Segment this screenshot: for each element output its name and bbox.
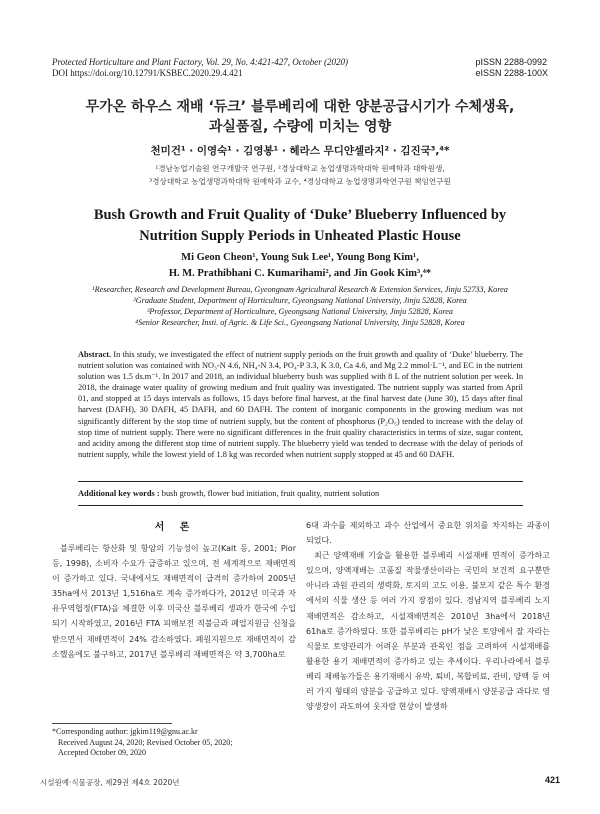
- abstract-label: Abstract.: [78, 350, 112, 359]
- page-number: 421: [544, 775, 560, 785]
- keywords-label: Additional key words :: [78, 489, 160, 498]
- intro-paragraph-1: 블루베리는 항산화 및 항암의 기능성이 높고(Kalt 등, 2001; Pior 등, 1998), 소비자 수요가 급증하고 있으며, 전 세계적으로 재배면적이 증가하고 있다. 국내에서도 재배면적이 급격히 증가하여 2005년 35ha에서 2013년 1,516ha로 계속 증가하다가, 2012년 미국과 자유무역협정(FTA)을 체결한 이후 미국산 블루베리 생과가 한국에 수입되기 시작하였고, 2016년 FTA 피해보전 직불금과 폐업지원금 신청을 받으면서 재배면적이 24% 감소하였다. 폐원지원으로 재배면적이 감소했음에도 불구하고, 2017년 블루베리 재배면적은 약 3,700ha로: [52, 544, 296, 659]
- doi[interactable]: DOI https://doi.org/10.12791/KSBEC.2020.29.4.421: [52, 68, 243, 78]
- english-authors-line2: H. M. Prathibhani C. Kumarihami², and Jin Gook Kim³,⁴*: [168, 268, 432, 279]
- intro-paragraph-1-cont: 6대 과수를 제외하고 과수 산업에서 중요한 위치를 차지하는 과종이 되었다.: [306, 521, 550, 546]
- korean-authors: 천미건¹ · 이영숙¹ · 김영봉¹ · 헤라스 무디얀셀라지² · 김진국³,⁴*: [150, 145, 450, 157]
- korean-title-line2: 과실품질, 수량에 미치는 영향: [208, 119, 392, 135]
- abstract-divider: [78, 481, 523, 482]
- english-affiliation-1: ¹Researcher, Research and Development Bureau, Gyeongnam Agricultural Research & Extension Services, Jinju 52733, Korea: [92, 285, 508, 294]
- right-column: [306, 518, 550, 714]
- english-title-line1: Bush Growth and Fruit Quality of ‘Duke’ Blueberry Influenced by: [93, 207, 507, 223]
- footnote-rule: [52, 723, 172, 724]
- journal-citation: Protected Horticulture and Plant Factory, Vol. 29, No. 4:421-427, October (2020): [52, 57, 349, 67]
- english-affiliation-3: ³Professor, Department of Horticulture, Gyeongsang National University, Jinju 52828, Korea: [146, 307, 454, 316]
- korean-title-line1: 무가온 하우스 재배 ‘듀크’ 블루베리에 대한 양분공급시기가 수체생육,: [85, 99, 515, 115]
- english-affiliation-2: ²Graduate Student, Department of Horticulture, Gyeongsang National University, Jinju 52828, Korea: [133, 296, 467, 305]
- footer-journal: 시설원예·식물공장, 제29권 제4호 2020년: [40, 778, 180, 787]
- keywords: [78, 489, 523, 498]
- keywords-divider: [78, 505, 523, 506]
- accepted-date: Accepted October 09, 2020: [58, 748, 146, 757]
- english-authors-line1: Mi Geon Cheon¹, Young Suk Lee¹, Young Bong Kim¹,: [181, 252, 419, 263]
- section-heading-intro: 서 론: [154, 522, 196, 533]
- english-affiliations: [40, 284, 560, 328]
- intro-paragraph-2: 최근 양액재배 기술을 활용한 블루베리 시설재배 면적이 증가하고 있으며, 양액재배는 고품질 작물생산이라는 국민의 보건적 요구뿐만 아니라 과원 관리의 생력화, 토지의 고도 이용, 불모지 같은 특수 환경에서의 식물 생산 등 여러 가지 장점이 있다. 경남지역 블루베리 노지 재배면적은 감소하고, 시설재배면적은 2010년 3ha에서 2018년 61ha로 증가하였다. 또한 블루베리는 pH가 낮은 토양에서 잘 자라는 식물로 토양관리가 어려운 부분과 관목인 점을 고려하여 시설재배를 활용한 용기 재배면적이 증가하고 있는 추세이다. 우리나라에서 블루베리 재배농가들은 용기재배시 유박, 퇴비, 복합비료, 관비, 양액 등 여러 가지 형태의 양분을 공급하고 있다. 양액재배시 양분공급 과다로 영양생장이 과도하여 웃자람 현상이 발생하: [306, 551, 550, 712]
- eissn: eISSN 2288-100X: [475, 68, 548, 78]
- keywords-text: bush growth, flower bud initiation, fruit quality, nutrient solution: [161, 489, 380, 498]
- korean-title: [40, 97, 560, 137]
- issn-block: [475, 57, 548, 79]
- abstract: [78, 349, 523, 460]
- korean-affiliation-1: ¹경남농업기술원 연구개발국 연구원, ²경상대학교 농업생명과학대학 원예학과 대학원생,: [155, 164, 445, 173]
- left-column: [52, 541, 296, 662]
- abstract-text: In this study, we investigated the effect of nutrient supply periods on the fruit growth and quality of ‘Duke’ blueberry. The nutrient solution was contained with NO₃-N 4.6, NH₄-N 3.4, PO₄-P 3.3, K 3.0, Ca 4.6, and Mg 2.2 mmol·L⁻¹, and EC in the nutrient solution was 1.5 ds.m⁻¹. In 2017 and 2018, an individual blueberry bush was supplied with 8 L of the nutrient solution per week. In 2018, the drainage water quality of growing medium and fruit quality was investigated. The nutrient supply was started from April 01, and stopped at 15 days intervals as follows, 15 days before final harvest, at the final harvest date (June 30), 15 days after final harvest (DAFH), 30 DAFH, 45 DAFH, and 60 DAFH. The content of inorganic components in the growing medium was not significantly different by the stop time of nutrient supply, but the content of phosphorus (P₂O₅) tended to increase with the delay of stop time of nutrient supply. There were no significant differences in the fruit quality characteristics in terms of size, sugar content, and acidity among the different stop time of nutrient supply. The blueberry yield was tended to decrease with the delay of periods of nutrient supply, while the lowest yield of 1.8 kg was recorded when nutrient supply stopped at 45 and 60 DAFH.: [78, 350, 523, 459]
- received-date: Received August 24, 2020; Revised October 05, 2020;: [58, 737, 233, 747]
- footnote: [52, 727, 232, 759]
- english-title-line2: Nutrition Supply Periods in Unheated Plastic House: [139, 228, 461, 244]
- journal-header: [52, 57, 348, 79]
- english-authors: [40, 250, 560, 282]
- pissn: pISSN 2288-0992: [475, 57, 547, 67]
- english-affiliation-4: ⁴Senior Researcher, Insti. of Agric. & Life Sci., Gyeongsang National University, Jinju 52828, Korea: [135, 318, 465, 327]
- korean-affiliation-2: ³경상대학교 농업생명과학대학 원예학과 교수, ⁴경상대학교 농업생명과학연구원 책임연구원: [149, 177, 451, 186]
- corresponding-author[interactable]: *Corresponding author: jgkim119@gnu.ac.kr: [52, 727, 198, 736]
- english-title: [40, 205, 560, 247]
